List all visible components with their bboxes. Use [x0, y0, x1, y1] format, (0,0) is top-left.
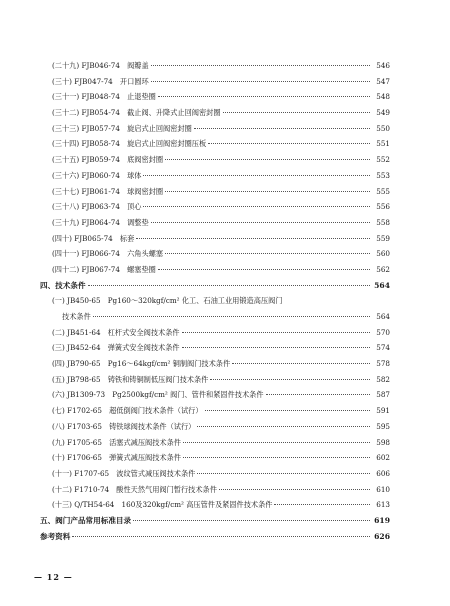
toc-entry [40, 58, 390, 74]
toc-entry-label: (七) F1702-65 超低倒阀门技术条件（试行） [52, 406, 203, 416]
toc-entry-page: 595 [376, 421, 390, 431]
page-number: — 12 — [34, 572, 73, 582]
toc-entry [40, 246, 390, 262]
toc-entry-page: 560 [376, 249, 390, 259]
toc-entry [40, 372, 390, 388]
toc-entry [40, 340, 390, 356]
table-of-contents [40, 58, 390, 544]
dot-leader [136, 237, 370, 239]
toc-entry [40, 403, 390, 419]
toc-entry-label: (五) JB798-65 铸铁和铸铜制低压阀门技术条件 [52, 374, 209, 384]
toc-entry-label: (三十七) FJB061-74 球阀密封圈 [52, 186, 164, 196]
dot-leader [274, 503, 370, 505]
dot-leader [165, 252, 370, 254]
toc-entry [40, 121, 390, 137]
toc-entry [40, 497, 390, 513]
toc-entry-label: (十三) Q/TH54-64 160及320kgf/cm² 高压管件及紧固件技术条件 [52, 500, 273, 510]
toc-entry-page: 570 [376, 327, 390, 337]
toc-entry-label: (四十二) FJB067-74 螺塞垫圈 [52, 264, 156, 274]
toc-entry-page: 587 [376, 390, 390, 400]
toc-entry [40, 309, 390, 325]
toc-entry-page: 564 [376, 312, 390, 321]
toc-entry-page: 610 [376, 484, 390, 494]
dot-leader [210, 378, 370, 380]
toc-entry-label: 四、技术条件 [40, 280, 86, 290]
toc-entry-label: (九) F1705-65 活塞式减压阀技术条件 [52, 437, 181, 447]
toc-entry-page: 550 [376, 123, 390, 133]
toc-entry-page: 553 [376, 170, 390, 180]
dot-leader [72, 535, 370, 537]
dot-leader [88, 284, 370, 286]
toc-entry-label: (三十五) FJB059-74 底阀密封圈 [52, 155, 164, 165]
toc-entry [40, 168, 390, 184]
toc-entry-label: (四) JB790-65 Pg16～64kgf/cm² 铜制阀门技术条件 [52, 359, 231, 369]
dot-leader [208, 142, 370, 144]
toc-entry-label: (三十二) FJB054-74 截止阀、升降式止回阀密封圈 [52, 108, 221, 118]
toc-entry-label: (三十九) FJB064-74 调整垫 [52, 217, 149, 227]
toc-entry-label: 五、阀门产品常用标准目录 [40, 515, 132, 525]
toc-entry-page: 558 [376, 217, 390, 227]
toc-entry-page: 606 [376, 468, 390, 478]
toc-entry [40, 262, 390, 278]
toc-entry [40, 152, 390, 168]
toc-entry-label: (三) JB452-64 弹簧式安全阀技术条件 [52, 343, 180, 353]
toc-entry-label: (三十八) FJB063-74 顶心 [52, 202, 142, 212]
toc-entry-page: 556 [376, 202, 390, 212]
toc-entry-page: 602 [376, 453, 390, 463]
toc-entry-label: (一) JB450-65 Pg160～320kgf/cm² 化工、石油工业用锻造高压阀门 [52, 296, 283, 306]
dot-leader [93, 315, 370, 317]
dot-leader [151, 80, 370, 82]
dot-leader [182, 331, 370, 333]
dot-leader [223, 111, 370, 113]
toc-entry [40, 513, 390, 529]
dot-leader [197, 425, 370, 427]
toc-entry [40, 466, 390, 482]
dot-leader [143, 205, 370, 207]
dot-leader [266, 393, 370, 395]
toc-entry-page: 578 [376, 359, 390, 369]
toc-entry-page: 551 [376, 139, 390, 149]
toc-entry [40, 356, 390, 372]
toc-entry [40, 293, 390, 309]
toc-entry-page: 548 [376, 92, 390, 102]
toc-entry-page: 574 [376, 343, 390, 353]
dot-leader [183, 441, 370, 443]
dot-leader [151, 221, 370, 223]
dot-leader [194, 127, 370, 129]
dot-leader [197, 472, 370, 474]
toc-entry-page: 564 [374, 280, 390, 290]
toc-entry-label: (六) JB1309-73 Pg2500kgf/cm² 阀门、管件和紧固件技术条件 [52, 390, 264, 400]
toc-entry [40, 278, 390, 294]
dot-leader [158, 268, 370, 270]
toc-entry-page: 613 [376, 500, 390, 510]
toc-entry [40, 89, 390, 105]
dot-leader [151, 64, 370, 66]
toc-entry-page: 619 [374, 515, 390, 525]
toc-entry-page: 582 [376, 374, 390, 384]
dot-leader [165, 158, 370, 160]
toc-entry-label: (十一) F1707-65 波纹管式减压阀技术条件 [52, 468, 196, 478]
toc-entry [40, 529, 390, 545]
toc-entry-label: (四十一) FJB066-74 六角头螺塞 [52, 249, 164, 259]
toc-entry [40, 450, 390, 466]
toc-entry [40, 435, 390, 451]
toc-entry [40, 199, 390, 215]
toc-entry-label: (八) F1703-65 铸铁球阀技术条件（试行） [52, 421, 196, 431]
toc-entry [40, 105, 390, 121]
toc-entry-page: 626 [374, 531, 390, 541]
toc-entry [40, 215, 390, 231]
dot-leader [205, 409, 370, 411]
toc-entry-page: 562 [376, 264, 390, 274]
dot-leader [219, 488, 370, 490]
toc-entry-label: (十二) F1710-74 酸性天然气用阀门暂行技术条件 [52, 484, 217, 494]
toc-entry-label: (二十九) FJB046-74 阀瓣盖 [52, 61, 149, 70]
toc-entry [40, 419, 390, 435]
toc-entry-page: 549 [376, 108, 390, 118]
toc-entry [40, 184, 390, 200]
toc-entry-page: 598 [376, 437, 390, 447]
toc-entry-label: (二) JB451-64 杠杆式安全阀技术条件 [52, 327, 180, 337]
toc-entry [40, 482, 390, 498]
dot-leader [143, 174, 370, 176]
toc-entry [40, 231, 390, 247]
toc-entry-label: 参考资料 [40, 531, 71, 541]
dot-leader [158, 95, 370, 97]
toc-entry-label: (四十) FJB065-74 标套 [52, 233, 135, 243]
toc-entry-label: 技术条件 [62, 312, 91, 321]
toc-entry-label: (三十六) FJB060-74 球体 [52, 170, 142, 180]
toc-entry-page: 552 [376, 155, 390, 165]
toc-entry-label: (三十) FJB047-74 开口圆环 [52, 76, 149, 86]
toc-entry [40, 74, 390, 90]
toc-entry-label: (三十三) FJB057-74 旋启式止回阀密封圈 [52, 123, 192, 133]
dot-leader [232, 362, 370, 364]
dot-leader [165, 190, 370, 192]
toc-entry-page: 547 [376, 76, 390, 86]
toc-entry-page: 546 [376, 61, 390, 70]
toc-entry [40, 325, 390, 341]
toc-entry-label: (十) F1706-65 弹簧式减压阀技术条件 [52, 453, 181, 463]
toc-entry [40, 136, 390, 152]
dot-leader [183, 456, 370, 458]
dot-leader [182, 346, 370, 348]
dot-leader [133, 519, 370, 521]
toc-entry-page: 555 [376, 186, 390, 196]
toc-entry-label: (三十一) FJB048-74 止退垫圈 [52, 92, 156, 102]
toc-entry [40, 387, 390, 403]
toc-entry-page: 559 [376, 233, 390, 243]
toc-entry-label: (三十四) FJB058-74 旋启式止回阀密封圈压板 [52, 139, 207, 149]
toc-entry-page: 591 [376, 406, 390, 416]
